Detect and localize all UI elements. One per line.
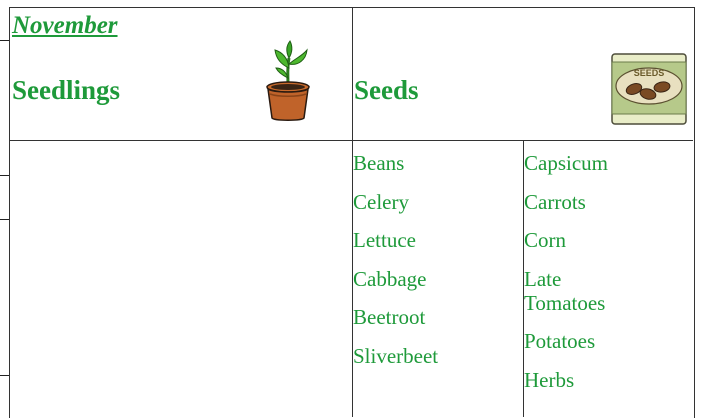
seeds-list-column-2 xyxy=(524,151,619,406)
list-item: Late Tomatoes xyxy=(524,266,606,315)
seeds-list-column-1 xyxy=(353,151,438,382)
list-item: Beetroot xyxy=(353,305,426,329)
potted-seedling-icon xyxy=(262,38,314,122)
seed-packet-label: SEEDS xyxy=(633,68,665,78)
list-item: Sliverbeet xyxy=(353,343,439,368)
list-item: Lettuce xyxy=(353,228,416,252)
list-item: Beans xyxy=(353,151,405,175)
list-item: Celery xyxy=(353,189,409,214)
list-item: Carrots xyxy=(524,189,586,214)
seeds-heading: Seeds xyxy=(354,75,419,105)
month-title: November xyxy=(12,12,118,39)
list-item: Capsicum xyxy=(524,151,608,175)
list-item: Cabbage xyxy=(353,266,427,291)
seedlings-heading: Seedlings xyxy=(12,75,121,105)
table-row-divider xyxy=(9,140,693,141)
list-item: Potatoes xyxy=(524,329,596,353)
list-item: Corn xyxy=(524,228,566,252)
seed-packet-icon xyxy=(610,52,688,126)
list-item: Herbs xyxy=(524,367,575,392)
